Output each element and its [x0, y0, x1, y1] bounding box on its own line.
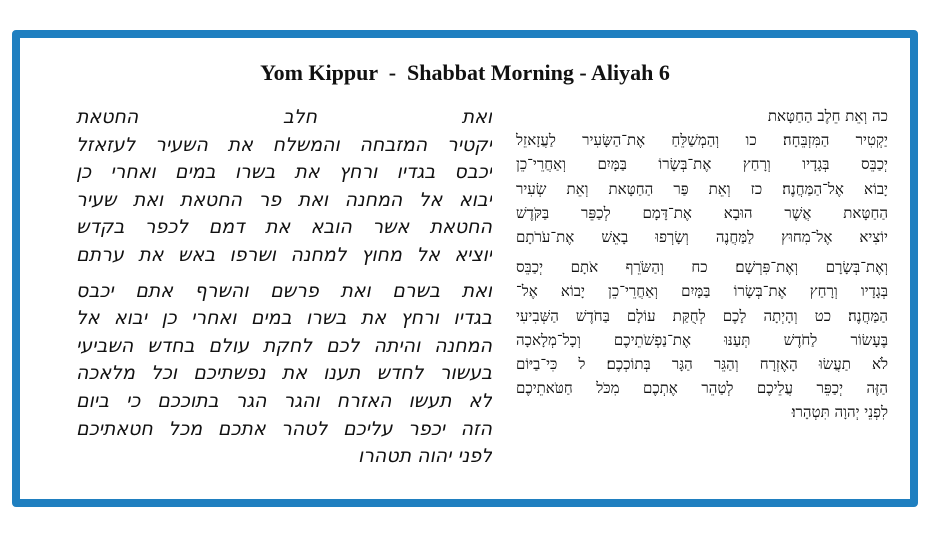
- script-line: ואת חלב החטאת: [76, 106, 492, 128]
- vocalized-line: הַחַטָּאת אֲשֶׁר הוּבָא אֶת־דָּמָם לְכַפֵּר בַּקֹּדֶשׁ: [516, 203, 888, 222]
- script-line: לפני יהוה תטהרו: [358, 445, 492, 468]
- vocalized-line: יוֹצִיא אֶל־מִחוּץ לַמַּחֲנֶה וְשָׂרְפוּ בָאֵשׁ אֶת־עֹרֹתָם: [516, 228, 888, 247]
- vocalized-line: יָבוֹא אֶל־הַמַּחֲנֶה׃ כז וְאֵת פַּר הַחַטָּאת וְאֵת שְׂעִיר: [516, 179, 888, 198]
- script-line: יכבס בגדיו ורחץ את בשרו במים ואחרי כן: [76, 161, 492, 184]
- vocalized-line: יַקְטִיר הַמִּזְבֵּחָה׃ כו וְהַמְשַׁלֵּחַ אֶת־הַשָּׂעִיר לַעֲזָאזֵל: [516, 131, 888, 150]
- vocalized-line: לֹא תַעֲשׂוּ הָאֶזְרָח וְהַגֵּר הַגָּר בְּתוֹכְכֶם׃ ל כִּי־בַיּוֹם: [516, 355, 888, 374]
- script-line: לא תעשו האזרח והגר הגר בתוככם כי ביום: [76, 389, 492, 412]
- script-line: המחנה והיתה לכם לחקת עולם בחדש השביעי: [76, 334, 492, 357]
- script-line: בעשור לחדש תענו את נפשתיכם וכל מלאכה: [76, 362, 492, 385]
- vocalized-line: הַמַּחֲנֶה׃ כט וְהָיְתָה לָכֶם לְחֻקַּת עוֹלָם בַּחֹדֶשׁ הַשְּׁבִיעִי: [516, 306, 888, 325]
- vocalized-text-column: [516, 104, 888, 425]
- vocalized-line: בֶּעָשׂוֹר לַחֹדֶשׁ תְּעַנּוּ אֶת־נַפְשֹׁתֵיכֶם וְכָל־מְלָאכָה: [516, 330, 888, 349]
- script-line: הזה יכפר עליכם לטהר אתכם מכל חטאתיכם: [76, 417, 492, 440]
- vocalized-line: בְּגָדָיו וְרָחַץ אֶת־בְּשָׂרוֹ בַּמָּיִם וְאַחֲרֵי־כֵן יָבוֹא אֶל־: [516, 282, 888, 301]
- script-line: יוציא אל מחוץ למחנה ושרפו באש את ערתם: [76, 243, 492, 266]
- script-line: יבוא אל המחנה ואת פר החטאת ואת שעיר: [76, 188, 492, 211]
- paragraph-break: [76, 270, 492, 278]
- script-line: בגדיו ורחץ את בשרו במים ואחרי כן יבוא אל: [76, 307, 492, 330]
- vocalized-line: וְאֶת־בְּשָׂרָם וְאֶת־פִּרְשָׁם׃ כח וְהַשֹּׂרֵף אֹתָם יְכַבֵּס: [516, 258, 888, 277]
- script-line: יקטיר המזבחה והמשלח את השעיר לעזאזל: [76, 133, 492, 156]
- vocalized-line: יְכַבֵּס בְּגָדָיו וְרָחַץ אֶת־בְּשָׂרוֹ בַּמָּיִם וְאַחֲרֵי־כֵן: [516, 155, 888, 174]
- script-line: ואת בשרם ואת פרשם והשרף אתם יכבס: [76, 279, 492, 302]
- vocalized-line: לִפְנֵי יְהוָה תִּטְהָרוּ׃: [791, 403, 888, 422]
- page-title: Yom Kippur - Shabbat Morning - Aliyah 6: [260, 60, 670, 85]
- script-line: החטאת אשר הובא את דמם לכפר בקדש: [76, 216, 492, 239]
- content-frame: [12, 30, 918, 507]
- scroll-script-column: [76, 104, 492, 471]
- vocalized-line: כה וְאֵת חֵלֶב הַחַטָּאת: [767, 107, 888, 125]
- vocalized-line: הַזֶּה יְכַפֵּר עֲלֵיכֶם לְטַהֵר אֶתְכֶם מִכֹּל חַטֹּאתֵיכֶם: [516, 379, 888, 398]
